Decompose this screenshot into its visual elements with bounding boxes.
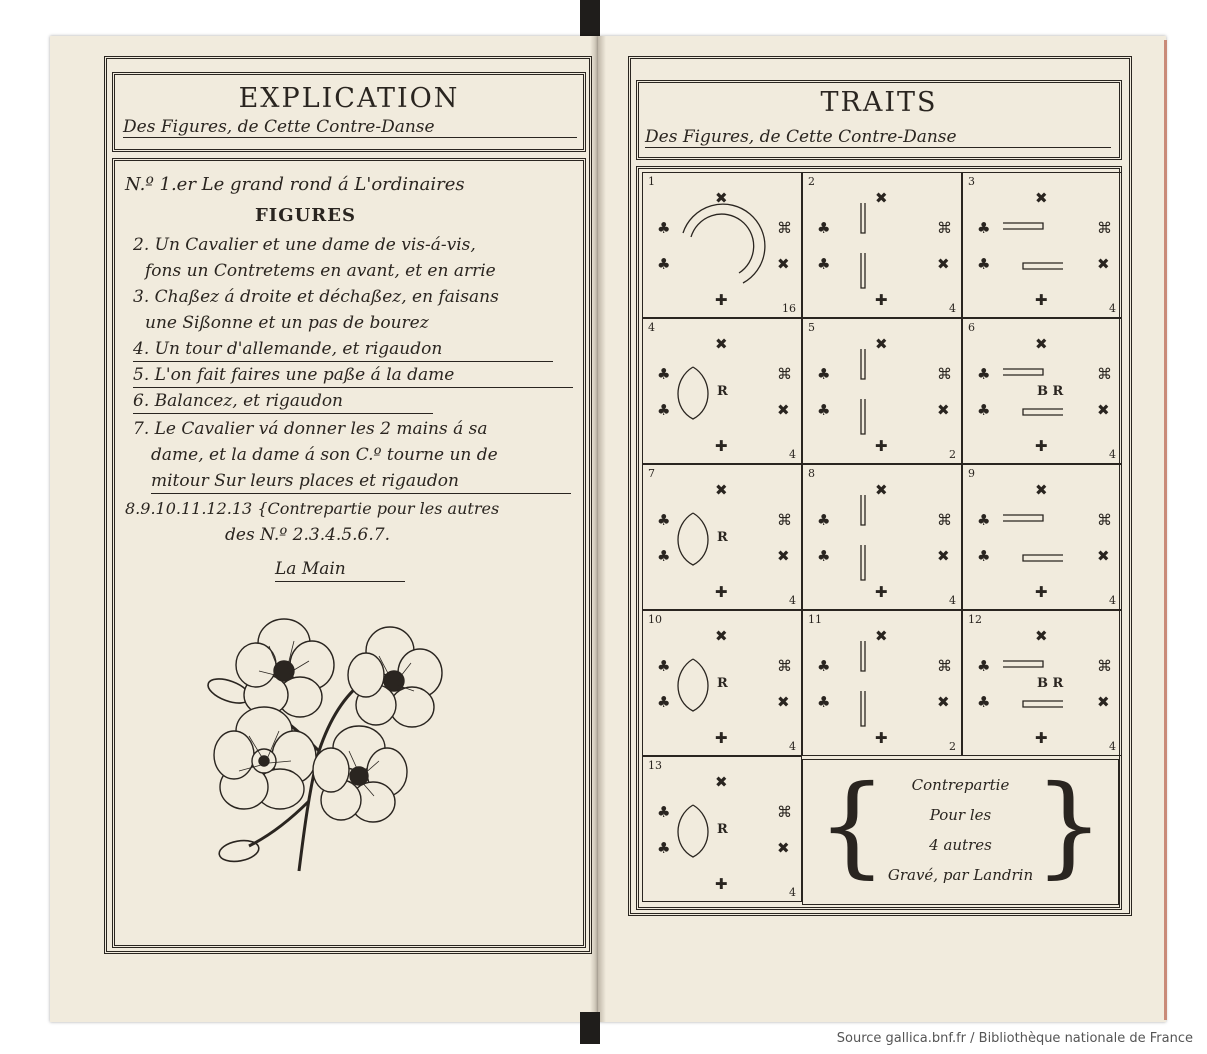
figure-path-line [1003,515,1063,561]
figure-number: 2 [808,175,815,188]
figure-cell [802,610,962,756]
dancer-symbol: ✚ [875,583,888,601]
left-title-frame [112,72,586,152]
text-line: 7. Le Cavalier vá donner les 2 mains á sa [133,419,488,439]
text-line: une Sißonne et un pas de bourez [145,313,429,333]
dancer-symbol: ✖ [1097,255,1110,273]
dancer-symbol: ✖ [715,335,728,353]
figures-grid-frame [636,166,1122,910]
dancer-symbol: ⌘ [937,657,952,675]
dancer-symbol: ♣ [657,401,671,419]
dancer-symbol: ✖ [1035,189,1048,207]
figure-path-line [861,641,865,726]
dancer-symbol: ✚ [715,291,728,309]
figure-path-line [683,204,765,283]
note-line: Pour les [929,806,992,824]
dancer-symbol: ✖ [777,401,790,419]
text-line: des N.º 2.3.4.5.6.7. [225,525,390,545]
intro-line: N.º 1.er Le grand rond á L'ordinaires [125,174,465,195]
figure-count: 4 [789,448,796,461]
figure-mark: B R [1037,676,1064,691]
dancer-symbol: ♣ [977,657,991,675]
dancer-symbol: ✚ [875,437,888,455]
dancer-symbol: ♣ [977,401,991,419]
dancer-symbol: ⌘ [1097,365,1112,383]
figure-cell [642,172,802,318]
text-line: mitour Sur leurs places et rigaudon [151,469,571,494]
dancer-symbol: ✚ [1035,437,1048,455]
dancer-symbol: ⌘ [937,365,952,383]
page-title-explication: EXPLICATION [238,83,460,114]
dancer-symbol: ♣ [977,547,991,565]
figure-cell [642,756,802,902]
dancer-symbol: ⌘ [777,219,792,237]
figure-cell [962,172,1122,318]
dancer-symbol: ✖ [777,693,790,711]
dancer-symbol: ✖ [715,481,728,499]
dancer-symbol: ✚ [715,583,728,601]
dancer-symbol: ✖ [715,189,728,207]
dancer-symbol: ✖ [777,839,790,857]
text-line: La Main [275,557,405,582]
note-line: 4 autres [929,836,992,854]
dancer-symbol: ♣ [657,219,671,237]
dancer-symbol: ✚ [1035,583,1048,601]
figure-path-line [861,349,865,434]
dancer-symbol: ✖ [875,481,888,499]
figure-count: 4 [789,594,796,607]
figure-mark: R [717,676,728,691]
figure-mark: B R [1037,384,1064,399]
figure-path [803,465,963,611]
dancer-symbol: ✖ [937,401,950,419]
figure-path-line [861,495,865,580]
left-text-frame [112,158,586,948]
figure-path [803,173,963,319]
dancer-symbol: ✖ [1097,693,1110,711]
text-line: 3. Chaßez á droite et déchaßez, en faisans [133,287,499,307]
dancer-symbol: ✖ [1035,481,1048,499]
dancer-symbol: ⌘ [777,511,792,529]
right-title-frame [636,80,1122,160]
dancer-symbol: ✖ [777,255,790,273]
figure-cell [962,464,1122,610]
dancer-symbol: ⌘ [777,657,792,675]
dancer-symbol: ⌘ [777,365,792,383]
text-line: 4. Un tour d'allemande, et rigaudon [133,337,553,362]
dancer-symbol: ♣ [657,657,671,675]
right-page [598,36,1166,1022]
figure-number: 9 [968,467,975,480]
figure-count: 4 [789,886,796,899]
dancer-symbol: ✖ [875,627,888,645]
figure-number: 10 [648,613,662,626]
bookmark-ribbon [580,0,600,40]
bookmark-ribbon [580,1012,600,1044]
source-credit: Source gallica.bnf.fr / Bibliothèque nationale de France [836,1031,1193,1046]
text-line: dame, et la dame á son C.º tourne un de [151,445,498,465]
dancer-symbol: ♣ [817,255,831,273]
figure-path-line [678,659,708,711]
dancer-symbol: ♣ [817,219,831,237]
text-line: 8.9.10.11.12.13 {Contrepartie pour les autres [125,499,500,518]
note-line: Contrepartie [911,776,1010,794]
figure-cell [642,318,802,464]
dancer-symbol: ♣ [657,693,671,711]
left-page [50,36,598,1022]
dancer-symbol: ♣ [977,219,991,237]
dancer-symbol: ♣ [657,255,671,273]
figure-cell [962,610,1122,756]
page-title-traits: TRAITS [820,87,938,118]
dancer-symbol: ♣ [657,547,671,565]
figure-count: 4 [1109,448,1116,461]
dancer-symbol: ♣ [817,365,831,383]
figure-path [803,319,963,465]
dancer-symbol: ⌘ [937,511,952,529]
dancer-symbol: ✖ [1097,547,1110,565]
figure-path-line [678,367,708,419]
text-line: 2. Un Cavalier et une dame de vis-á-vis, [133,235,476,255]
flower-illustration [179,601,479,891]
figures-heading: FIGURES [255,205,356,226]
dancer-symbol: ♣ [657,511,671,529]
figure-path [963,465,1123,611]
dancer-symbol: ✚ [1035,291,1048,309]
dancer-symbol: ✖ [937,693,950,711]
figure-count: 4 [1109,302,1116,315]
figure-cell [642,464,802,610]
figure-path [803,611,963,757]
figure-mark: R [717,530,728,545]
text-line: 6. Balancez, et rigaudon [133,389,433,414]
dancer-symbol: ✖ [1035,627,1048,645]
dancer-symbol: ✖ [715,627,728,645]
dancer-symbol: ♣ [817,401,831,419]
figure-number: 6 [968,321,975,334]
dancer-symbol: ♣ [977,511,991,529]
right-brace: } [1034,761,1104,889]
figure-count: 2 [949,448,956,461]
dancer-symbol: ⌘ [1097,219,1112,237]
figure-number: 4 [648,321,655,334]
figure-path [963,173,1123,319]
figure-count: 4 [949,594,956,607]
dancer-symbol: ⌘ [1097,657,1112,675]
dancer-symbol: ♣ [817,547,831,565]
figure-number: 5 [808,321,815,334]
text-line: fons un Contretems en avant, et en arrie [145,261,496,281]
text-line: 5. L'on fait faires une paße á la dame [133,363,573,388]
figure-cell [962,318,1122,464]
book-gutter [590,36,606,1022]
dancer-symbol: ✚ [715,729,728,747]
figure-number: 13 [648,759,662,772]
figure-path-line [678,513,708,565]
figure-number: 1 [648,175,655,188]
figure-mark: R [717,822,728,837]
dancer-symbol: ♣ [977,693,991,711]
figure-number: 7 [648,467,655,480]
dancer-symbol: ⌘ [937,219,952,237]
figure-count: 4 [1109,594,1116,607]
dancer-symbol: ✚ [715,875,728,893]
figure-number: 8 [808,467,815,480]
dancer-symbol: ⌘ [1097,511,1112,529]
figure-count: 2 [949,740,956,753]
figure-cell [802,464,962,610]
figure-mark: R [717,384,728,399]
dancer-symbol: ♣ [977,365,991,383]
figure-number: 3 [968,175,975,188]
figure-number: 11 [808,613,822,626]
page-subtitle-left: Des Figures, de Cette Contre-Danse [123,117,577,138]
dancer-symbol: ♣ [977,255,991,273]
dancer-symbol: ✚ [875,291,888,309]
dancer-symbol: ♣ [817,657,831,675]
dancer-symbol: ✖ [875,335,888,353]
dancer-symbol: ♣ [657,803,671,821]
figure-path-line [678,805,708,857]
figure-path [643,173,803,319]
figure-cell [802,172,962,318]
dancer-symbol: ♣ [817,693,831,711]
contrepartie-note [802,759,1119,905]
dancer-symbol: ✖ [777,547,790,565]
figure-count: 4 [1109,740,1116,753]
page-edge [1164,40,1167,1020]
dancer-symbol: ✖ [1097,401,1110,419]
dancer-symbol: ⌘ [777,803,792,821]
figure-path-line [1003,223,1063,269]
dancer-symbol: ♣ [657,839,671,857]
dancer-symbol: ✖ [875,189,888,207]
dancer-symbol: ✖ [715,773,728,791]
left-brace: { [817,761,887,889]
dancer-symbol: ✚ [1035,729,1048,747]
note-line: Gravé, par Landrin [887,866,1034,884]
dancer-symbol: ✖ [937,255,950,273]
dancer-symbol: ✖ [937,547,950,565]
figure-cell [642,610,802,756]
figure-path-line [861,203,865,288]
figure-count: 4 [789,740,796,753]
dancer-symbol: ♣ [817,511,831,529]
dancer-symbol: ♣ [657,365,671,383]
figure-cell [802,318,962,464]
page-subtitle-right: Des Figures, de Cette Contre-Danse [645,127,1111,148]
figure-count: 4 [949,302,956,315]
dancer-symbol: ✚ [875,729,888,747]
figure-number: 12 [968,613,982,626]
figure-count: 16 [782,302,796,315]
dancer-symbol: ✖ [1035,335,1048,353]
dancer-symbol: ✚ [715,437,728,455]
